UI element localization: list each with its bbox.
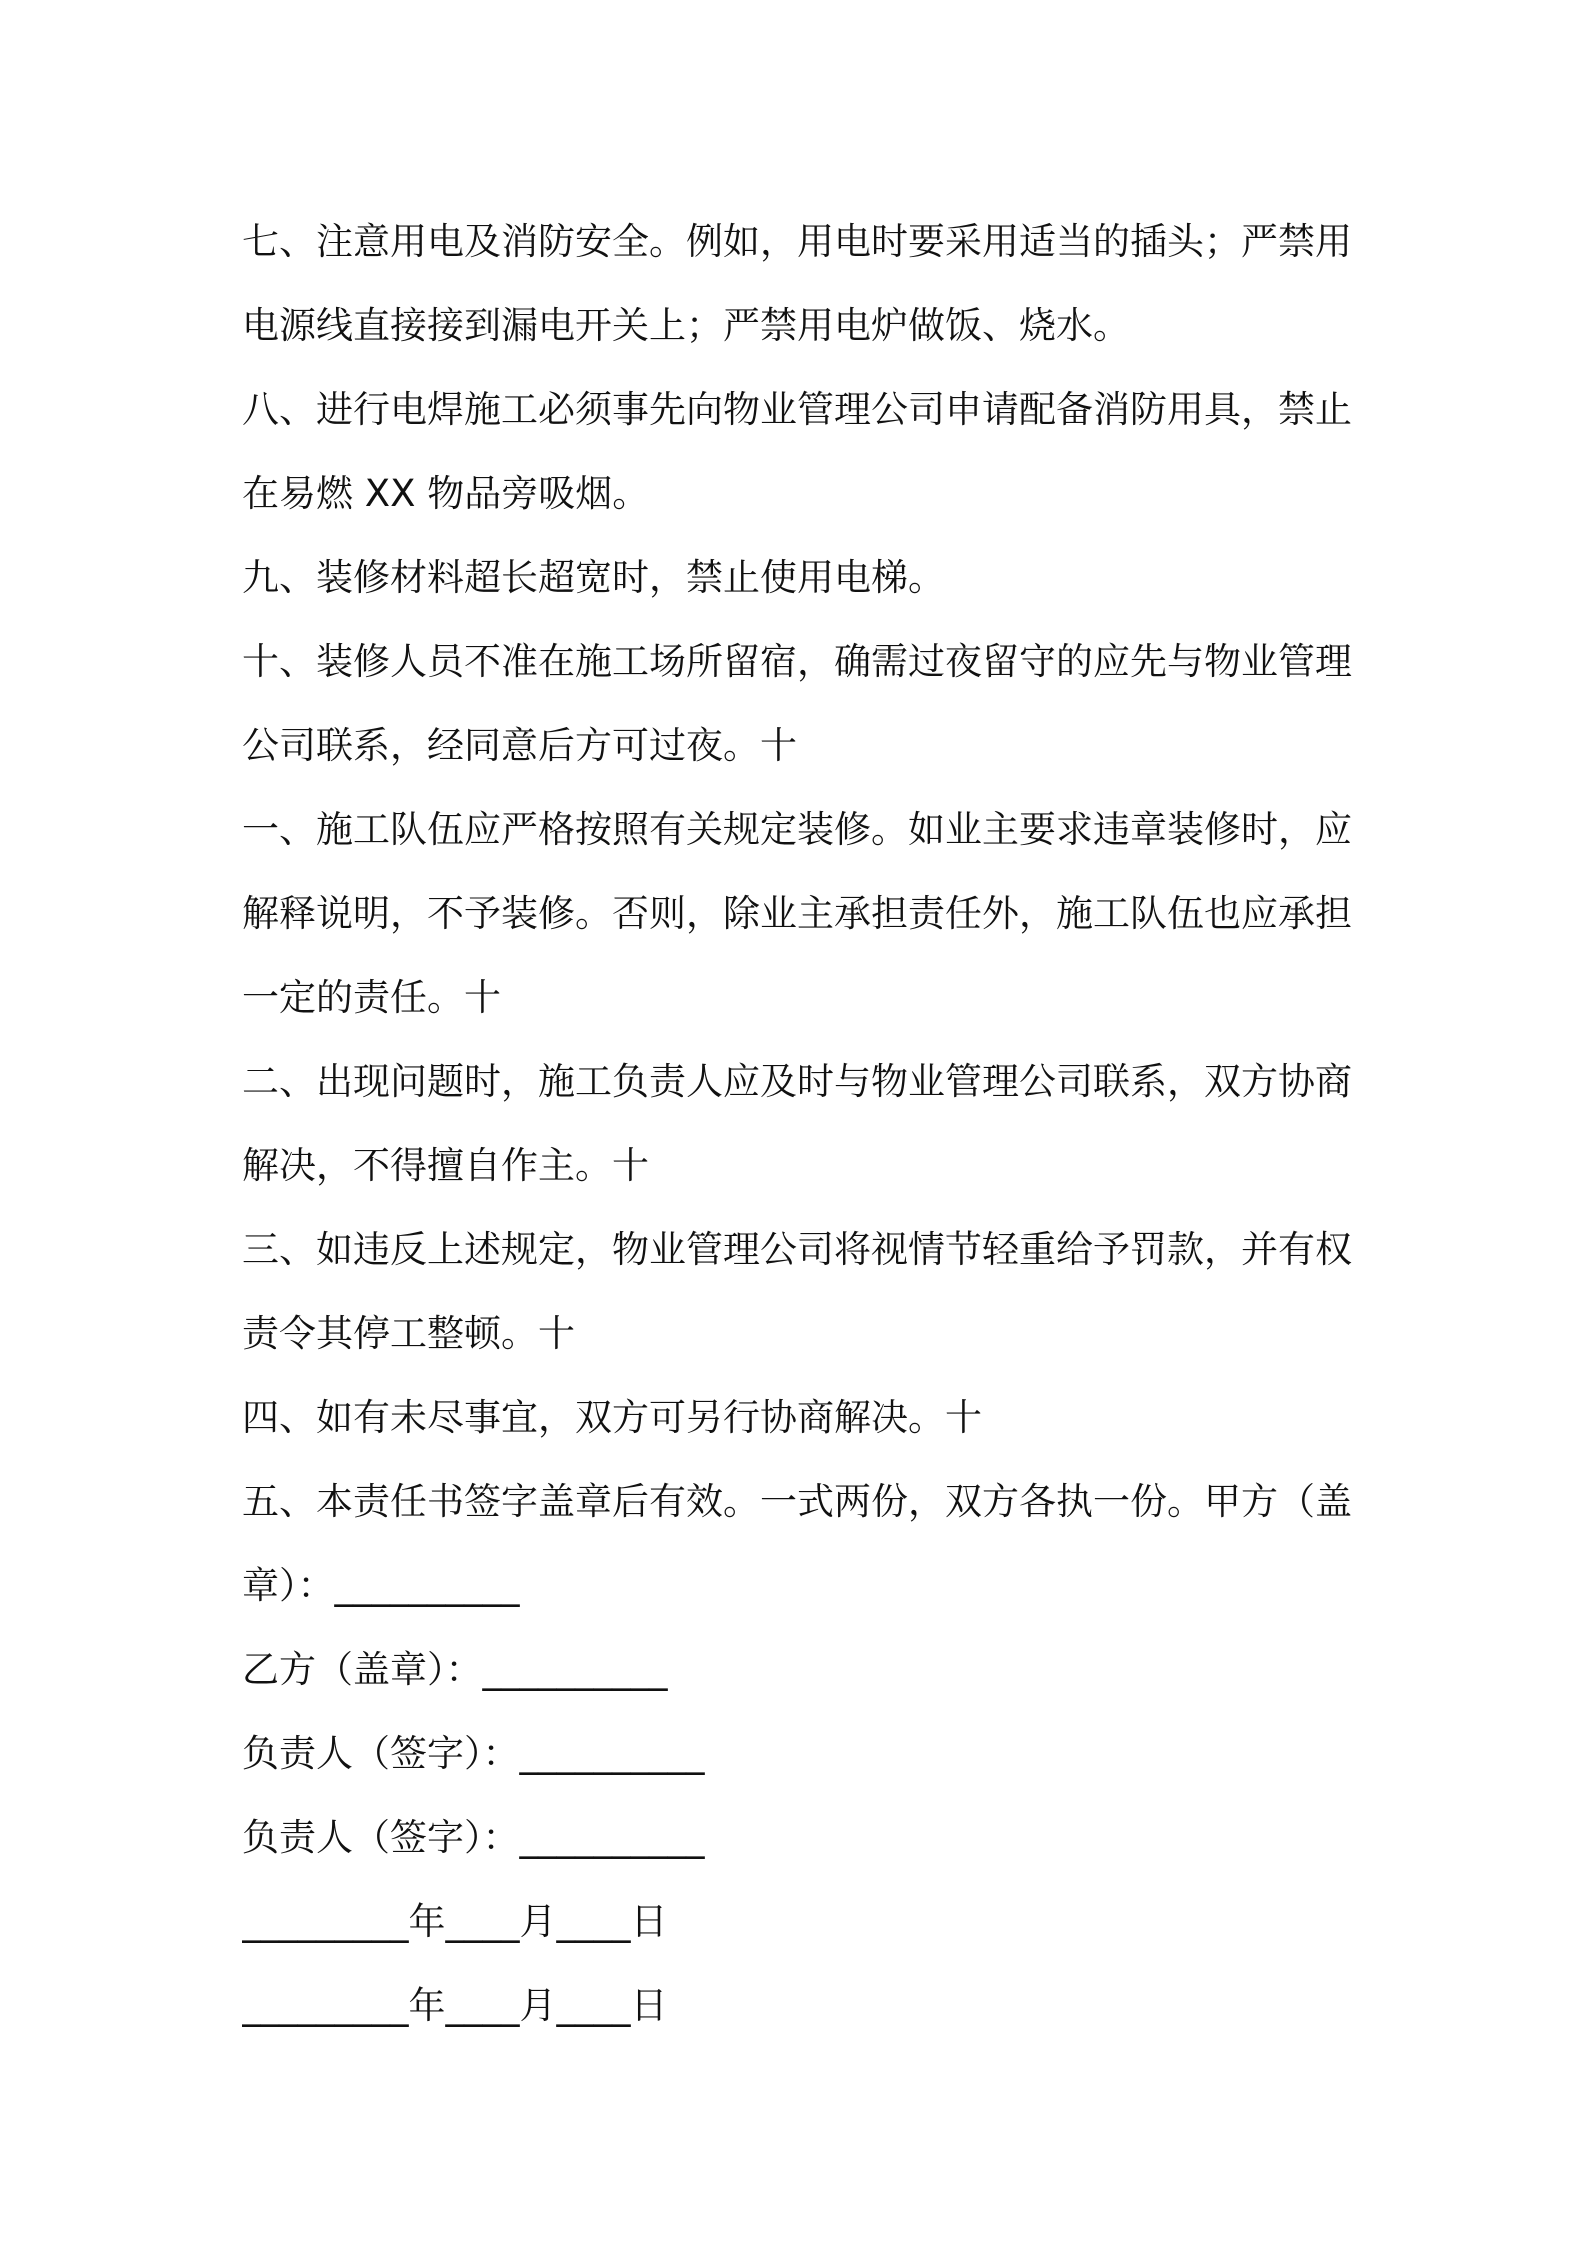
document-body	[242, 200, 1357, 2048]
text-line-8: 一、施工队伍应严格按照有关规定装修。如业主要求违章装修时，应	[242, 808, 1352, 851]
text-line-15: 四、如有未尽事宜，双方可另行协商解决。十	[242, 1396, 982, 1439]
text-line-2: 电源线直接接到漏电开关上；严禁用电炉做饭、烧水。	[242, 304, 1130, 347]
signature-line-party-a: 章）：__________	[242, 1564, 520, 1607]
text-line-14: 责令其停工整顿。十	[242, 1312, 575, 1355]
text-line-13: 三、如违反上述规定，物业管理公司将视情节轻重给予罚款，并有权	[242, 1228, 1352, 1271]
text-line-5: 九、装修材料超长超宽时，禁止使用电梯。	[242, 556, 945, 599]
text-line-6: 十、装修人员不准在施工场所留宿，确需过夜留守的应先与物业管理	[242, 640, 1352, 683]
text-line-11: 二、出现问题时，施工负责人应及时与物业管理公司联系，双方协商	[242, 1060, 1352, 1103]
date-line-1: _________年____月____日	[242, 1900, 668, 1943]
text-line-9: 解释说明，不予装修。否则，除业主承担责任外，施工队伍也应承担	[242, 892, 1352, 935]
signature-line-party-b: 乙方（盖章）：__________	[242, 1648, 668, 1691]
text-line-3: 八、进行电焊施工必须事先向物业管理公司申请配备消防用具，禁止	[242, 388, 1352, 431]
text-line-16: 五、本责任书签字盖章后有效。一式两份，双方各执一份。甲方（盖	[242, 1480, 1352, 1523]
text-line-10: 一定的责任。十	[242, 976, 501, 1019]
text-line-4: 在易燃 XX 物品旁吸烟。	[242, 472, 650, 515]
text-line-1: 七、注意用电及消防安全。例如，用电时要采用适当的插头；严禁用	[242, 220, 1352, 263]
signature-line-responsible-2: 负责人（签字）：__________	[242, 1816, 705, 1859]
text-line-7: 公司联系，经同意后方可过夜。十	[242, 724, 797, 767]
date-line-2: _________年____月____日	[242, 1984, 668, 2027]
signature-line-responsible-1: 负责人（签字）：__________	[242, 1732, 705, 1775]
text-line-12: 解决，不得擅自作主。十	[242, 1144, 649, 1187]
